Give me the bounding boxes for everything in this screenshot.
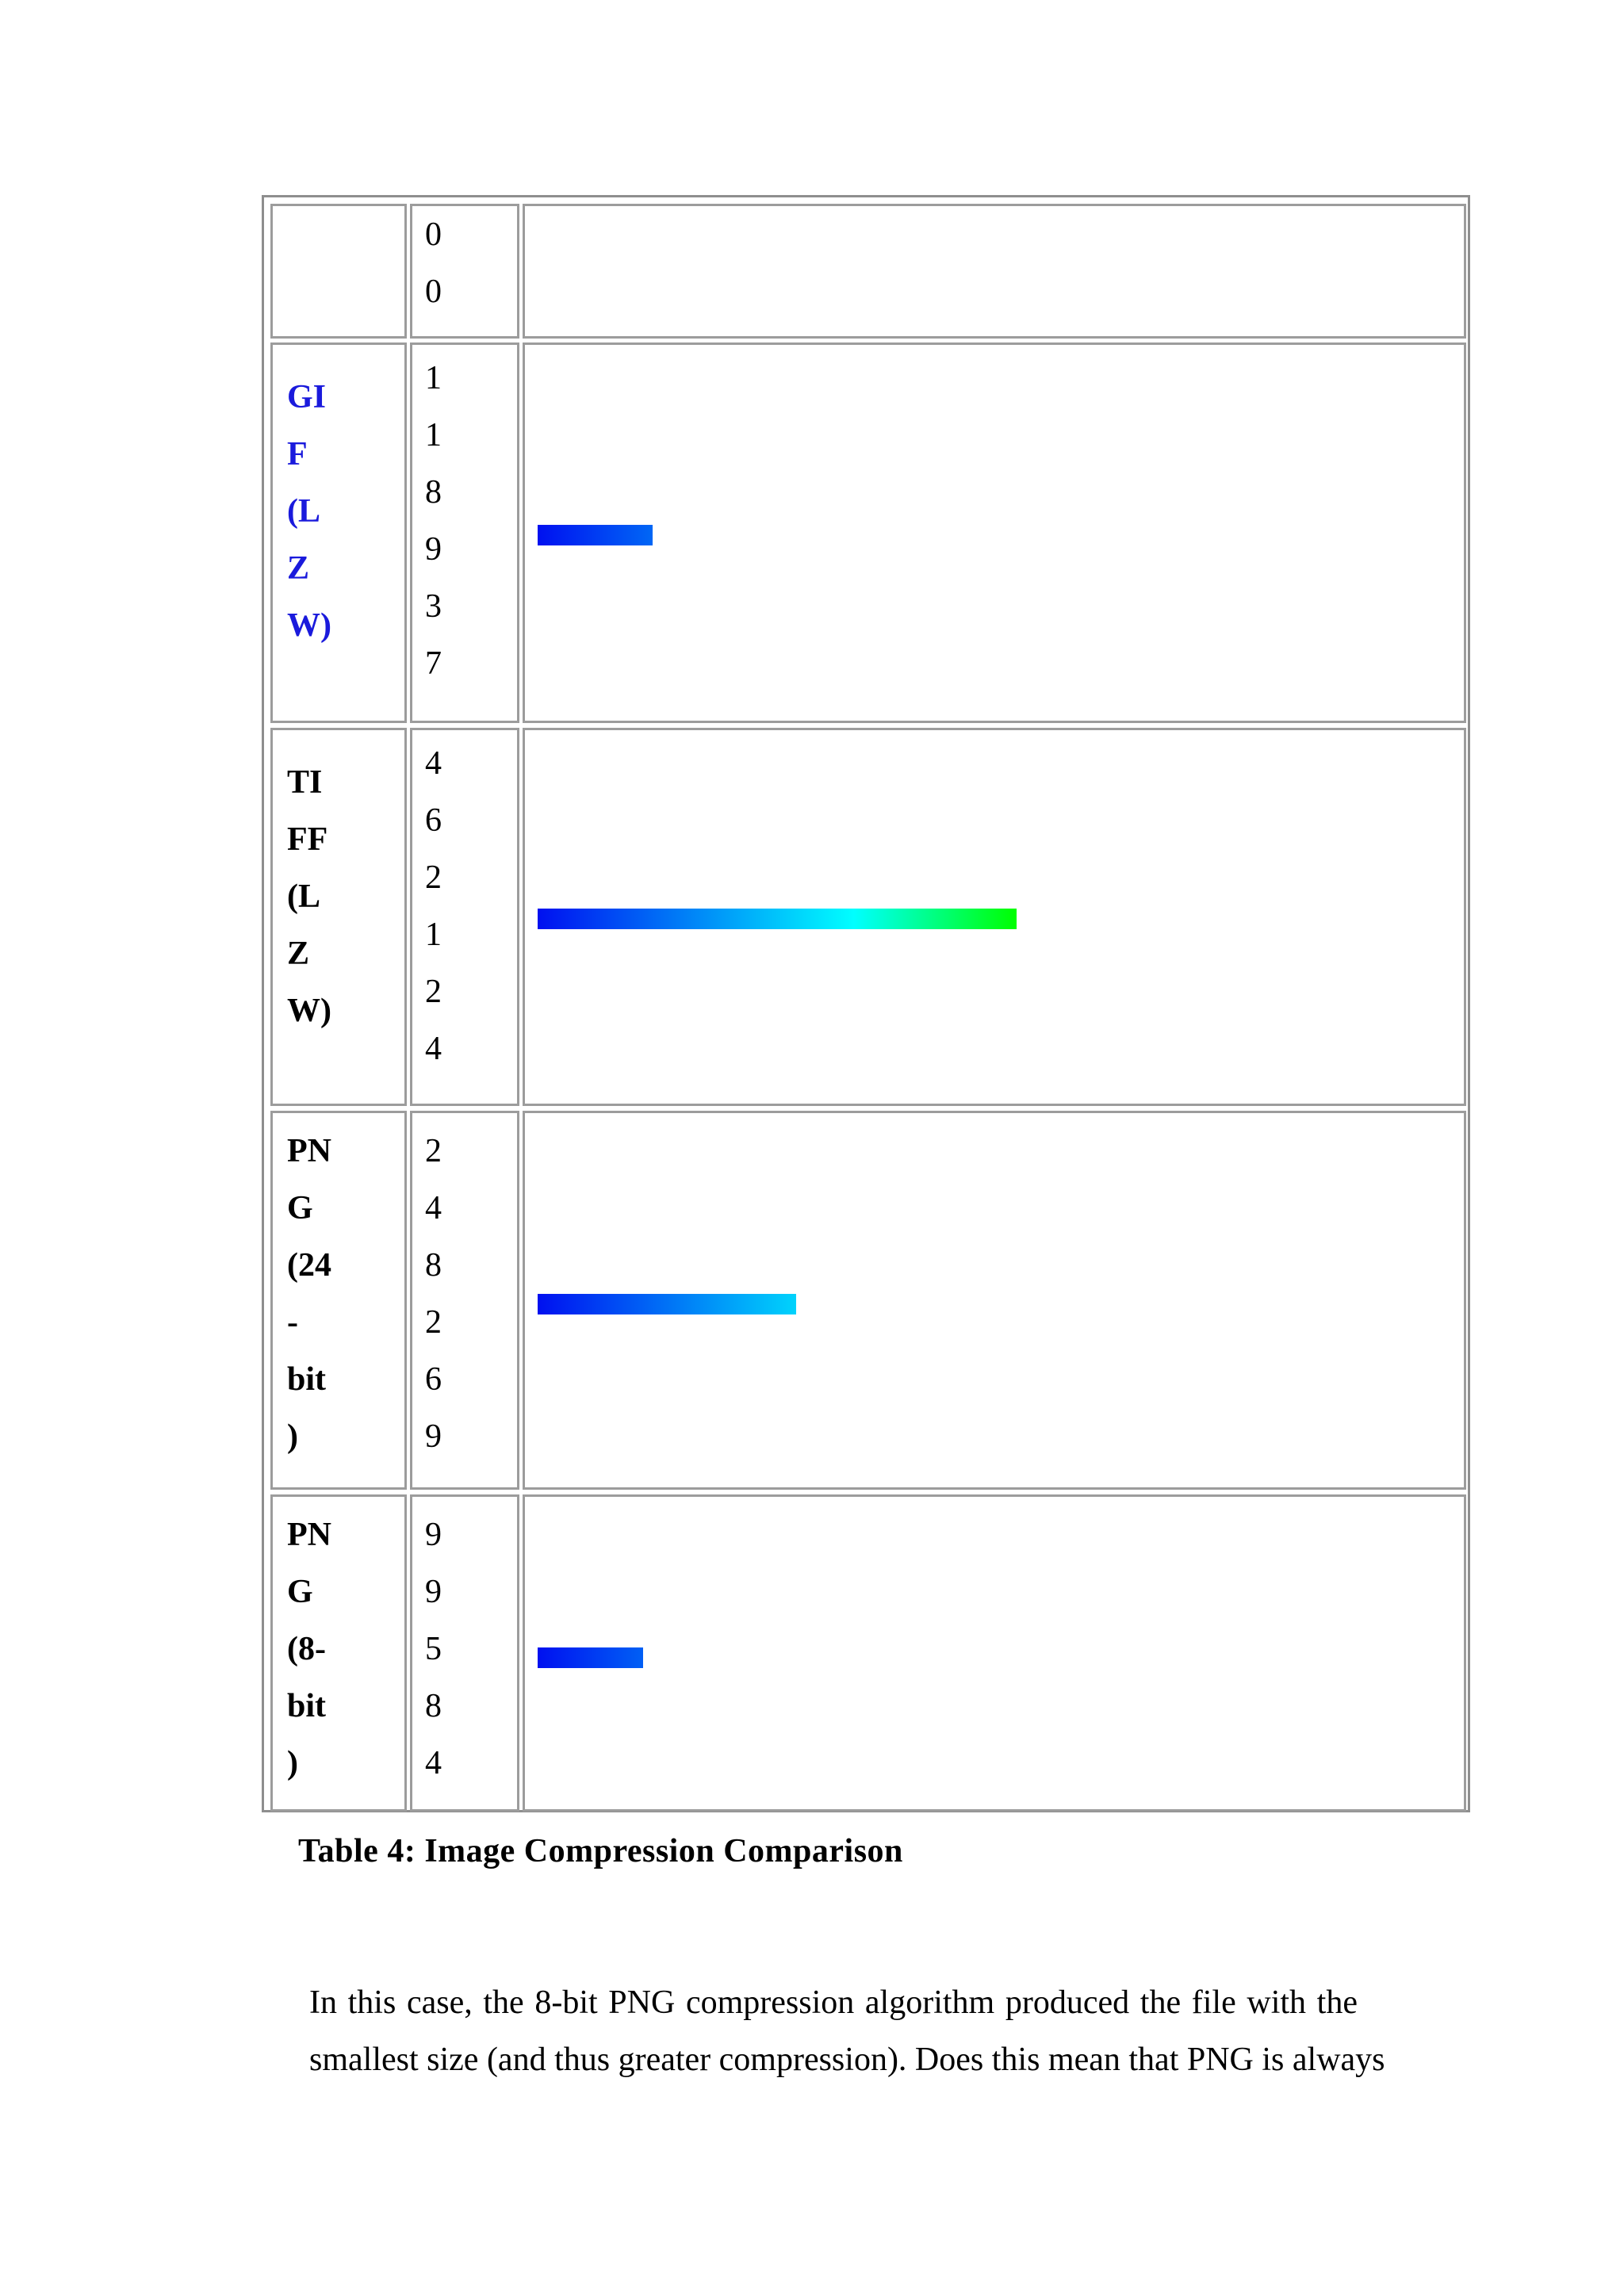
format-label-line: (L: [287, 493, 320, 530]
file-size-digit: 4: [425, 1031, 442, 1067]
file-size-digit: 9: [425, 531, 442, 568]
format-label-line: (L: [287, 878, 320, 915]
file-size-cell: [410, 1494, 519, 1812]
compression-table: [262, 195, 1470, 1812]
file-size-cell: [410, 1111, 519, 1490]
format-label-cell: [270, 204, 407, 339]
file-size-digit: 2: [425, 1133, 442, 1169]
size-bar: [538, 1647, 643, 1668]
size-bar: [538, 909, 1017, 929]
format-label-line: G: [287, 1574, 313, 1610]
format-label-line: ): [287, 1745, 298, 1781]
file-size-digit: 4: [425, 1745, 442, 1781]
file-size-digit: 6: [425, 1361, 442, 1398]
paragraph-line: smallest size (and thus greater compression). Does this mean that PNG is always: [309, 2042, 1385, 2078]
format-label-line: Z: [287, 936, 310, 972]
format-label-line: PN: [287, 1517, 331, 1553]
file-size-digit: 8: [425, 1688, 442, 1724]
format-label-cell: [270, 1494, 407, 1812]
file-size-digit: 0: [425, 274, 442, 310]
file-size-digit: 4: [425, 1190, 442, 1226]
format-label-cell: [270, 728, 407, 1106]
file-size-digit: 7: [425, 645, 442, 682]
format-label-line: FF: [287, 821, 328, 858]
format-label-line: (8-: [287, 1631, 326, 1667]
file-size-digit: 9: [425, 1517, 442, 1553]
format-label-line: PN: [287, 1133, 331, 1169]
file-size-digit: 5: [425, 1631, 442, 1667]
size-bar: [538, 1294, 796, 1314]
paragraph-line: In this case, the 8-bit PNG compression algorithm produced the file with the: [309, 1984, 1358, 2021]
file-size-digit: 9: [425, 1574, 442, 1610]
format-label-line: (24: [287, 1247, 331, 1284]
file-size-digit: 1: [425, 916, 442, 953]
format-label-line: W): [287, 607, 331, 644]
file-size-digit: 8: [425, 474, 442, 511]
format-label-cell: [270, 1111, 407, 1490]
format-label-line: F: [287, 436, 308, 473]
body-paragraph: [309, 1974, 1385, 2088]
file-size-digit: 8: [425, 1247, 442, 1284]
format-label-line: Z: [287, 550, 310, 587]
file-size-digit: 2: [425, 1304, 442, 1341]
file-size-digit: 6: [425, 802, 442, 839]
size-bar-cell: [523, 1494, 1466, 1812]
file-size-digit: 4: [425, 745, 442, 782]
file-size-digit: 0: [425, 216, 442, 253]
size-bar-cell: [523, 1111, 1466, 1490]
size-bar-cell: [523, 728, 1466, 1106]
file-size-digit: 2: [425, 859, 442, 896]
file-size-digit: 9: [425, 1418, 442, 1455]
format-label-line: -: [287, 1304, 298, 1341]
format-label-cell: [270, 342, 407, 723]
file-size-digit: 3: [425, 588, 442, 625]
size-bar: [538, 525, 653, 545]
format-label-line: ): [287, 1418, 298, 1455]
table-caption: Table 4: Image Compression Comparison: [298, 1833, 903, 1869]
format-label-line: GI: [287, 379, 327, 415]
file-size-digit: 1: [425, 417, 442, 453]
size-bar-cell: [523, 342, 1466, 723]
format-label-line: bit: [287, 1361, 327, 1398]
format-label-line: W): [287, 993, 331, 1029]
format-label-line: G: [287, 1190, 313, 1226]
format-label-line: bit: [287, 1688, 327, 1724]
file-size-cell: [410, 342, 519, 723]
file-size-cell: [410, 728, 519, 1106]
file-size-digit: 1: [425, 360, 442, 396]
file-size-cell: [410, 204, 519, 339]
size-bar-cell: [523, 204, 1466, 339]
file-size-digit: 2: [425, 974, 442, 1010]
format-label-line: TI: [287, 764, 323, 801]
